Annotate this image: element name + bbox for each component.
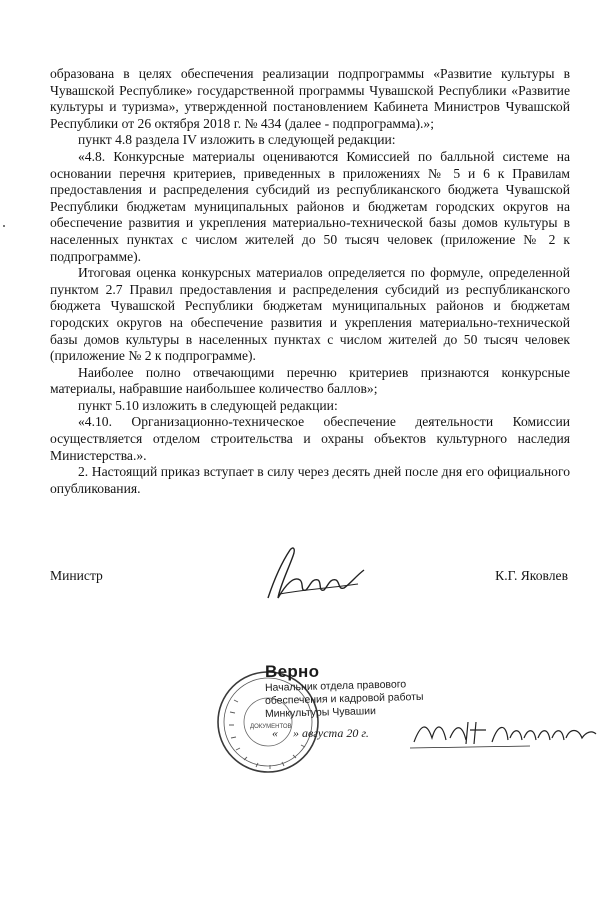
paragraph-effective-date: 2. Настоящий приказ вступает в силу через десять дней после дня его официального опубликования. [50, 464, 570, 496]
paragraph-item-4-10: «4.10. Организационно-техническое обеспечение деятельности Комиссии осуществляется отделом строительства и охраны объектов культурного наследия Министерства.». [50, 414, 570, 463]
stamp-date-month: » августа [293, 726, 344, 740]
certification-stamp [210, 650, 610, 790]
paragraph-final-score: Итоговая оценка конкурсных материалов определяется по формуле, определенной пунктом 2.7 Правил предоставления и распределения субсидий из республиканского бюджета Чувашской Республики бюджетам муниципальных районов и бюджетам городских округов на обеспечение развития и укрепления материально-технической базы домов культуры в населенных пунктах с числом жителей до 50 тысяч человек (приложение № 2 к подпрограмме). [50, 265, 570, 364]
document-body [50, 66, 570, 497]
paragraph-item-4-8-heading: пункт 4.8 раздела IV изложить в следующей редакции: [78, 132, 396, 148]
minister-signature [260, 540, 370, 610]
paragraph-item-5-10-heading: пункт 5.10 изложить в следующей редакции: [78, 397, 338, 413]
stamp-handwritten-signature [410, 712, 600, 752]
stamp-date-year: 20 г. [346, 726, 369, 740]
stamp-text [265, 662, 424, 721]
signatory-name: К.Г. Яковлев [495, 568, 568, 583]
paragraph-item-4-8: «4.8. Конкурсные материалы оцениваются Комиссией по балльной системе на основании перечня критериев, приведенных в приложениях № 5 и 6 к Правилам предоставления и распределения субсидий из республиканского бюджета Чувашской Республики бюджетам муниципальных районов и бюджетам городских округов на обеспечение развития и укрепления материально-технической базы домов культуры в населенных пунктах с числом жителей до 50 тысяч человек (приложение № 2 к подпрограмме). [50, 148, 570, 264]
stamp-line-3: Минкультуры Чувашии [264, 705, 377, 720]
paragraph-criteria: Наиболее полно отвечающими перечню критериев признаются конкурсные материалы, набравшие наибольшее количество баллов»; [50, 364, 570, 397]
stamp-date [272, 726, 369, 741]
signature-block [50, 562, 570, 622]
stamp-title: Верно [265, 662, 320, 681]
stamp-line-2: обеспечения и кадровой работы [264, 690, 424, 707]
stamp-date-day-blank [281, 726, 290, 740]
seal-center-text: ДОКУМЕНТОВ [250, 724, 292, 730]
signatory-position: Министр [50, 568, 103, 583]
stamp-line-1: Начальник отдела правового [264, 678, 407, 694]
paragraph-intro-continuation: образована в целях обеспечения реализации подпрограммы «Развитие культуры в Чувашской Республике» государственной программы Чувашской Республики «Развитие культуры и туризма», утвержденной постановлением Кабинета Министров Чувашской Республики от 26 октября 2018 г. № 434 (далее - подпрограмма).»; [50, 66, 570, 131]
stamp-date-prefix: « [272, 726, 278, 740]
scan-dot [3, 225, 5, 227]
